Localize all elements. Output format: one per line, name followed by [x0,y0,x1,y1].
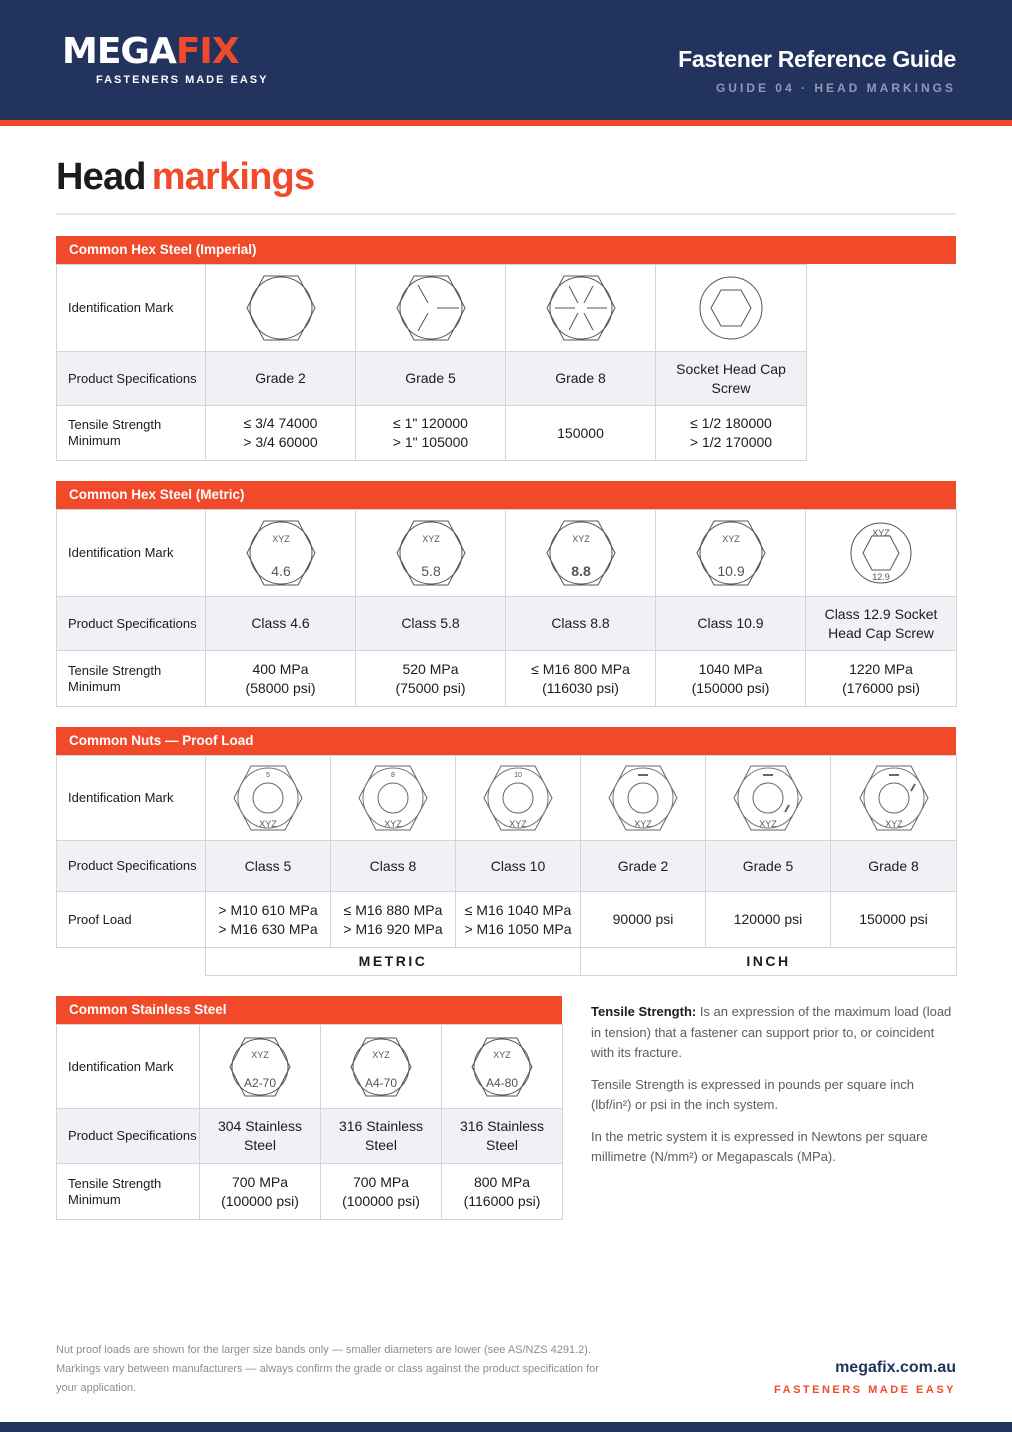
spec-cell: Grade 2 [206,352,356,406]
tensile-row [57,406,807,461]
spec-cell [442,1109,563,1164]
mark-maker-text: XYZ [571,534,590,544]
socket-head-icon [691,273,771,343]
row-label: Proof Load [57,892,206,948]
mark-cell [656,265,807,352]
mark-cell [506,510,656,597]
mark-maker-text: XYZ [759,819,777,829]
spec-cell: Grade 5 [706,841,831,892]
value-line: 1040 MPa [698,660,763,677]
footer-tagline: FASTENERS MADE EASY [774,1384,956,1396]
row-label: Product Specifications [57,1109,200,1164]
logo-part-mega: MEGA [62,31,176,72]
mark-cell [456,756,581,841]
value-line: > M16 920 MPa [343,920,443,937]
mark-maker-text: XYZ [634,819,652,829]
stainless-table [56,1024,563,1220]
value-line: 800 MPa [473,1173,531,1190]
footer-website-link[interactable]: megafix.com.au [835,1359,956,1376]
nut-metric-mark-icon [480,763,556,833]
tensile-cell [206,406,356,461]
spec-cell [321,1109,442,1164]
spec-cell [200,1109,321,1164]
mark-cell [656,510,806,597]
mark-maker-text: XYZ [872,528,890,538]
page-title-part2: markings [151,156,315,198]
note-term: Tensile Strength: [591,1004,697,1019]
nut-metric-mark-icon [355,763,431,833]
spec-cell: Class 10 [456,841,581,892]
title-divider [56,213,956,215]
mark-maker-text: XYZ [884,819,903,829]
value-line: 304 Stainless [217,1118,303,1134]
spec-cell: Class 5.8 [356,597,506,651]
mark-cell [831,756,957,841]
value-line: 316 Stainless [338,1118,424,1134]
nut-class-text: 8 [391,772,395,779]
value-line: (100000 psi) [342,1192,420,1209]
value-line: ≤ M16 880 MPa [343,901,443,918]
value-line: Steel [365,1137,397,1153]
empty-cell [57,948,206,976]
value-line: 1220 MPa [849,660,913,677]
tensile-row [57,651,957,707]
mark-cell [206,510,356,597]
value-line: 90000 psi [612,911,674,927]
footer-bar [0,1422,1012,1432]
row-label: Product Specifications [57,597,206,651]
mark-class-text: A2-70 [243,1075,277,1090]
mark-cell [706,756,831,841]
note-text: Is an expression of the maximum load (load in tension) that a fastener can support prior to, or coincident with its fracture. [591,1004,952,1060]
tensile-row [57,1164,563,1220]
mark-cell [442,1025,563,1109]
spec-cell: Grade 8 [506,352,656,406]
stainless-mark-icon [225,1034,295,1100]
guide-subtitle: GUIDE 04 · HEAD MARKINGS [715,81,956,95]
value-line: (100000 psi) [221,1192,299,1209]
section-title: Common Stainless Steel [56,996,562,1024]
value-line: ≤ 1" 120000 [393,415,468,431]
spec-row [57,352,807,406]
value-line: ≤ M16 800 MPa [531,660,630,677]
value-line: 150000 [557,424,604,441]
tensile-cell [356,651,506,707]
page-title [56,156,314,199]
mark-maker-text: XYZ [259,819,277,829]
identification-row [57,1025,563,1109]
value-line: Steel [244,1137,276,1153]
mark-class-text: 12.9 [872,572,890,582]
socket-class-mark-icon [841,518,921,588]
identification-row [57,756,957,841]
spec-row [57,1109,563,1164]
row-label: Identification Mark [57,510,206,597]
tensile-cell [656,406,807,461]
tensile-cell [321,1164,442,1220]
spec-cell: Grade 2 [581,841,706,892]
section-nuts [56,727,956,976]
row-label: Tensile Strength Minimum [57,1164,200,1220]
load-cell [831,892,957,948]
mark-cell [506,265,656,352]
value-line: > 1/2 170000 [689,434,773,450]
section-imperial [56,236,956,461]
tensile-notes [591,1002,956,1179]
value-line: ≤ 3/4 74000 [243,415,318,431]
value-line: (150000 psi) [691,679,770,696]
note-paragraph: In the metric system it is expressed in Newtons per square millimetre (N/mm²) or Megapascals (MPa). [591,1128,928,1164]
mark-cell [806,510,957,597]
mark-class-text: A4-70 [364,1075,398,1090]
stainless-mark-icon [467,1034,537,1100]
nuts-table [56,755,957,976]
mark-maker-text: XYZ [384,819,402,829]
mark-maker-text: XYZ [372,1049,390,1060]
mark-maker-text: XYZ [721,534,740,544]
note-paragraph: Tensile Strength is expressed in pounds per square inch (lbf/in²) or psi in the inch system. [591,1076,915,1112]
hex-6-lines-icon [541,273,621,343]
row-label: Product Specifications [57,352,206,406]
nut-metric-mark-icon [230,763,306,833]
nut-class-text: 10 [514,772,522,779]
section-metric [56,481,956,707]
mark-class-text: A4-80 [485,1075,519,1090]
mark-class-text: 4.6 [270,563,291,579]
mark-cell [321,1025,442,1109]
mark-cell [581,756,706,841]
row-label: Tensile Strength Minimum [57,651,206,707]
system-inch-label: INCH [581,948,957,976]
value-line: 150000 psi [859,911,928,927]
hex-class-mark-icon [541,518,621,588]
tensile-cell [442,1164,563,1220]
nut-grade-8-icon [856,763,932,833]
value-line: (75000 psi) [395,679,466,696]
spec-cell: Grade 5 [356,352,506,406]
megafix-logo [62,31,269,86]
spec-cell: Socket Head Cap Screw [656,352,807,406]
mark-cell [356,265,506,352]
value-line: 316 Stainless [459,1118,545,1134]
value-line: 700 MPa [231,1173,289,1190]
tensile-cell [506,651,656,707]
value-line: (58000 psi) [245,679,316,696]
logo-wordmark [62,31,268,72]
page-header [0,0,1012,120]
hex-class-mark-icon [691,518,771,588]
value-line: Steel [486,1137,518,1153]
mark-class-text: 8.8 [570,563,591,579]
spec-cell: Class 10.9 [656,597,806,651]
identification-row [57,510,957,597]
tensile-cell [506,406,656,461]
spec-row [57,841,957,892]
spec-cell: Grade 8 [831,841,957,892]
note-paragraph [591,1002,956,1064]
value-line: (176000 psi) [842,679,920,696]
tensile-cell [206,651,356,707]
value-line: ≤ M16 1040 MPa [464,901,572,918]
mark-class-text: 10.9 [716,563,745,579]
proof-load-row [57,892,957,948]
tensile-cell [806,651,957,707]
value-line: ≤ 1/2 180000 [690,415,772,431]
section-title: Common Hex Steel (Metric) [56,481,956,509]
row-label: Identification Mark [57,265,206,352]
mark-maker-text: XYZ [251,1049,269,1060]
nut-class-text: 5 [266,772,270,779]
identification-row [57,265,807,352]
mark-cell [331,756,456,841]
value-line: > M16 1050 MPa [464,920,572,937]
spec-cell: Class 5 [206,841,331,892]
section-title: Common Hex Steel (Imperial) [56,236,956,264]
system-metric-label: METRIC [206,948,581,976]
row-label: Identification Mark [57,1025,200,1109]
mark-maker-text: XYZ [421,534,440,544]
header-accent-stripe [0,120,1012,126]
value-line: > 3/4 60000 [243,434,318,450]
mark-maker-text: XYZ [271,534,290,544]
row-label: Identification Mark [57,756,206,841]
page-title-part1: Head [56,156,146,198]
load-cell [581,892,706,948]
tensile-cell [356,406,506,461]
mark-cell [356,510,506,597]
footer-disclaimer: Nut proof loads are shown for the larger size bands only — smaller diameters are lower (see AS/NZS 4291.2). Markings vary between manufacturers — always confirm the grade or class against the product specification for your application. [56,1344,599,1394]
spec-cell: Class 8 [331,841,456,892]
hex-plain-icon [241,273,321,343]
nut-grade-2-icon [605,763,681,833]
value-line: > M16 630 MPa [218,920,318,937]
spec-cell: Class 4.6 [206,597,356,651]
stainless-mark-icon [346,1034,416,1100]
load-cell [456,892,581,948]
section-stainless [56,996,562,1220]
spec-row [57,597,957,651]
load-cell [706,892,831,948]
value-line: (116030 psi) [542,679,619,696]
metric-table [56,509,957,707]
row-label: Product Specifications [57,841,206,892]
system-row [57,948,957,976]
hex-class-mark-icon [391,518,471,588]
value-line: 400 MPa [252,660,309,677]
hex-class-mark-icon [241,518,321,588]
row-label: Tensile Strength Minimum [57,406,206,461]
nut-grade-5-icon [730,763,806,833]
guide-title: Fastener Reference Guide [678,46,956,72]
mark-cell [206,265,356,352]
value-line: (116000 psi) [463,1192,541,1209]
load-cell [206,892,331,948]
logo-part-fix: FIX [175,31,239,72]
imperial-table [56,264,807,461]
value-line: 120000 psi [733,911,803,927]
mark-maker-text: XYZ [509,819,527,829]
tensile-cell [656,651,806,707]
value-line: > M10 610 MPa [218,901,318,918]
value-line: > 1" 105000 [392,434,469,450]
spec-cell: Class 8.8 [506,597,656,651]
load-cell [331,892,456,948]
section-title: Common Nuts — Proof Load [56,727,956,755]
spec-cell: Class 12.9 Socket Head Cap Screw [806,597,957,651]
mark-cell [200,1025,321,1109]
value-line: 520 MPa [402,660,459,677]
logo-tagline: FASTENERS MADE EASY [96,74,269,86]
mark-class-text: 5.8 [420,563,441,579]
hex-3-lines-icon [391,273,471,343]
value-line: 700 MPa [352,1173,410,1190]
mark-cell [206,756,331,841]
mark-maker-text: XYZ [493,1049,511,1060]
tensile-cell [200,1164,321,1220]
